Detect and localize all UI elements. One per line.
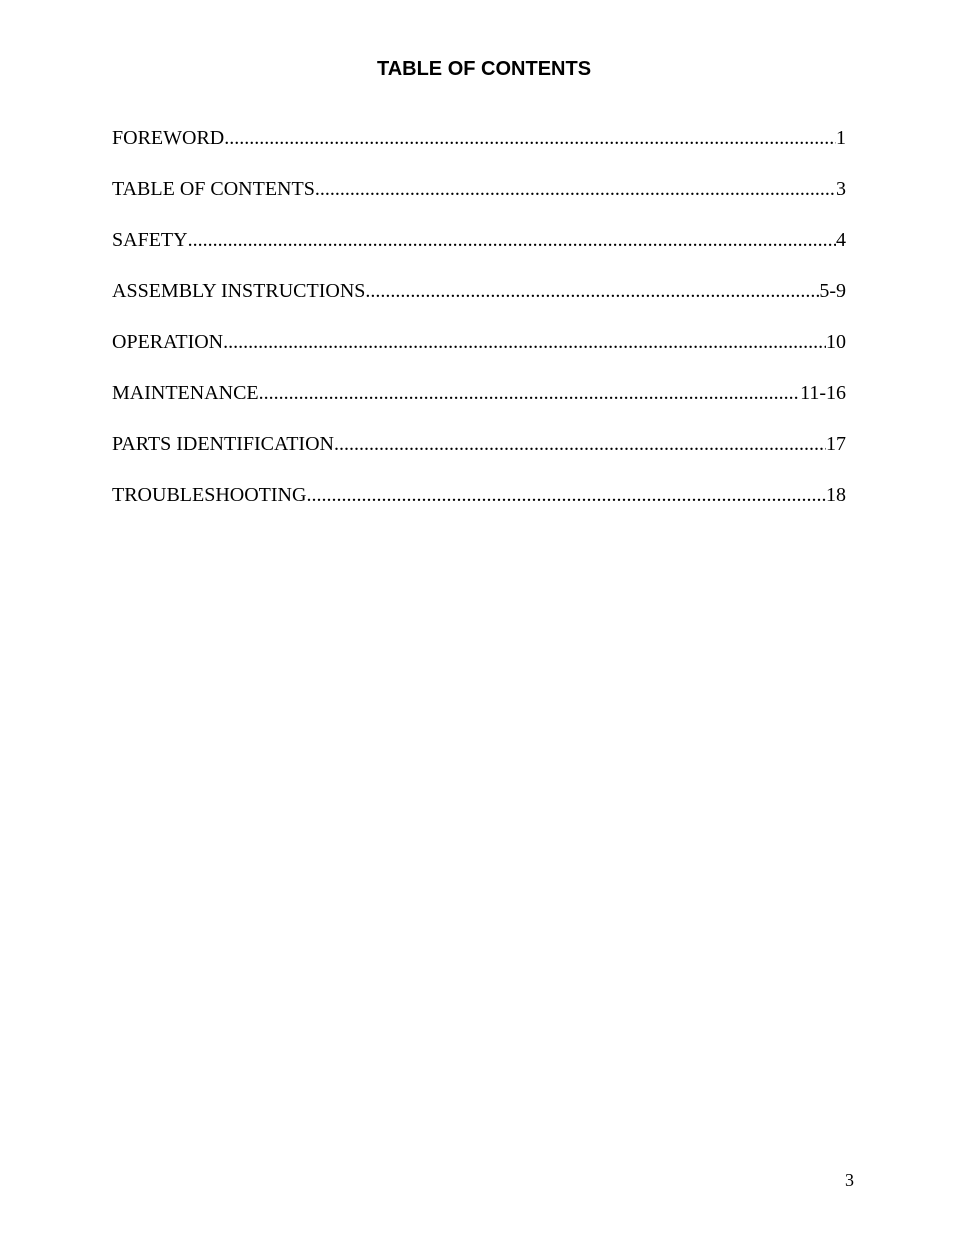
toc-entry-maintenance[interactable]	[112, 379, 846, 430]
toc-entry-page: 3	[836, 178, 846, 200]
table-of-contents	[112, 124, 846, 532]
toc-entry-troubleshooting[interactable]	[112, 481, 846, 532]
toc-entry-page: 18	[826, 484, 846, 506]
dot-leader	[223, 328, 826, 356]
toc-entry-label: TROUBLESHOOTING	[112, 484, 307, 506]
toc-entry-operation[interactable]	[112, 328, 846, 379]
toc-entry-label: SAFETY	[112, 229, 188, 251]
toc-entry-safety[interactable]	[112, 226, 846, 277]
toc-entry-label: MAINTENANCE	[112, 382, 259, 404]
dot-leader	[224, 124, 836, 152]
dot-leader	[306, 481, 826, 509]
toc-entry-assembly-instructions[interactable]	[112, 277, 846, 328]
toc-entry-label: PARTS IDENTIFICATION	[112, 433, 334, 455]
toc-entry-page: 10	[826, 331, 846, 353]
dot-leader	[259, 379, 800, 407]
dot-leader	[315, 175, 836, 203]
toc-entry-label: ASSEMBLY INSTRUCTIONS	[112, 280, 366, 302]
toc-entry-page: 1	[836, 127, 846, 149]
dot-leader	[188, 226, 836, 254]
dot-leader	[365, 277, 819, 305]
toc-entry-parts-identification[interactable]	[112, 430, 846, 481]
page-number: 3	[845, 1170, 854, 1190]
page-title: TABLE OF CONTENTS	[376, 58, 592, 80]
toc-entry-page: 5-9	[819, 280, 846, 302]
toc-entry-label: TABLE OF CONTENTS	[112, 178, 315, 200]
toc-entry-page: 17	[826, 433, 846, 455]
toc-entry-page: 11-16	[800, 382, 846, 404]
toc-entry-page: 4	[836, 229, 846, 251]
dot-leader	[334, 430, 826, 458]
toc-entry-label: FOREWORD	[112, 127, 225, 149]
toc-entry-table-of-contents[interactable]	[112, 175, 846, 226]
toc-entry-label: OPERATION	[112, 331, 224, 353]
toc-entry-foreword[interactable]	[112, 124, 846, 175]
